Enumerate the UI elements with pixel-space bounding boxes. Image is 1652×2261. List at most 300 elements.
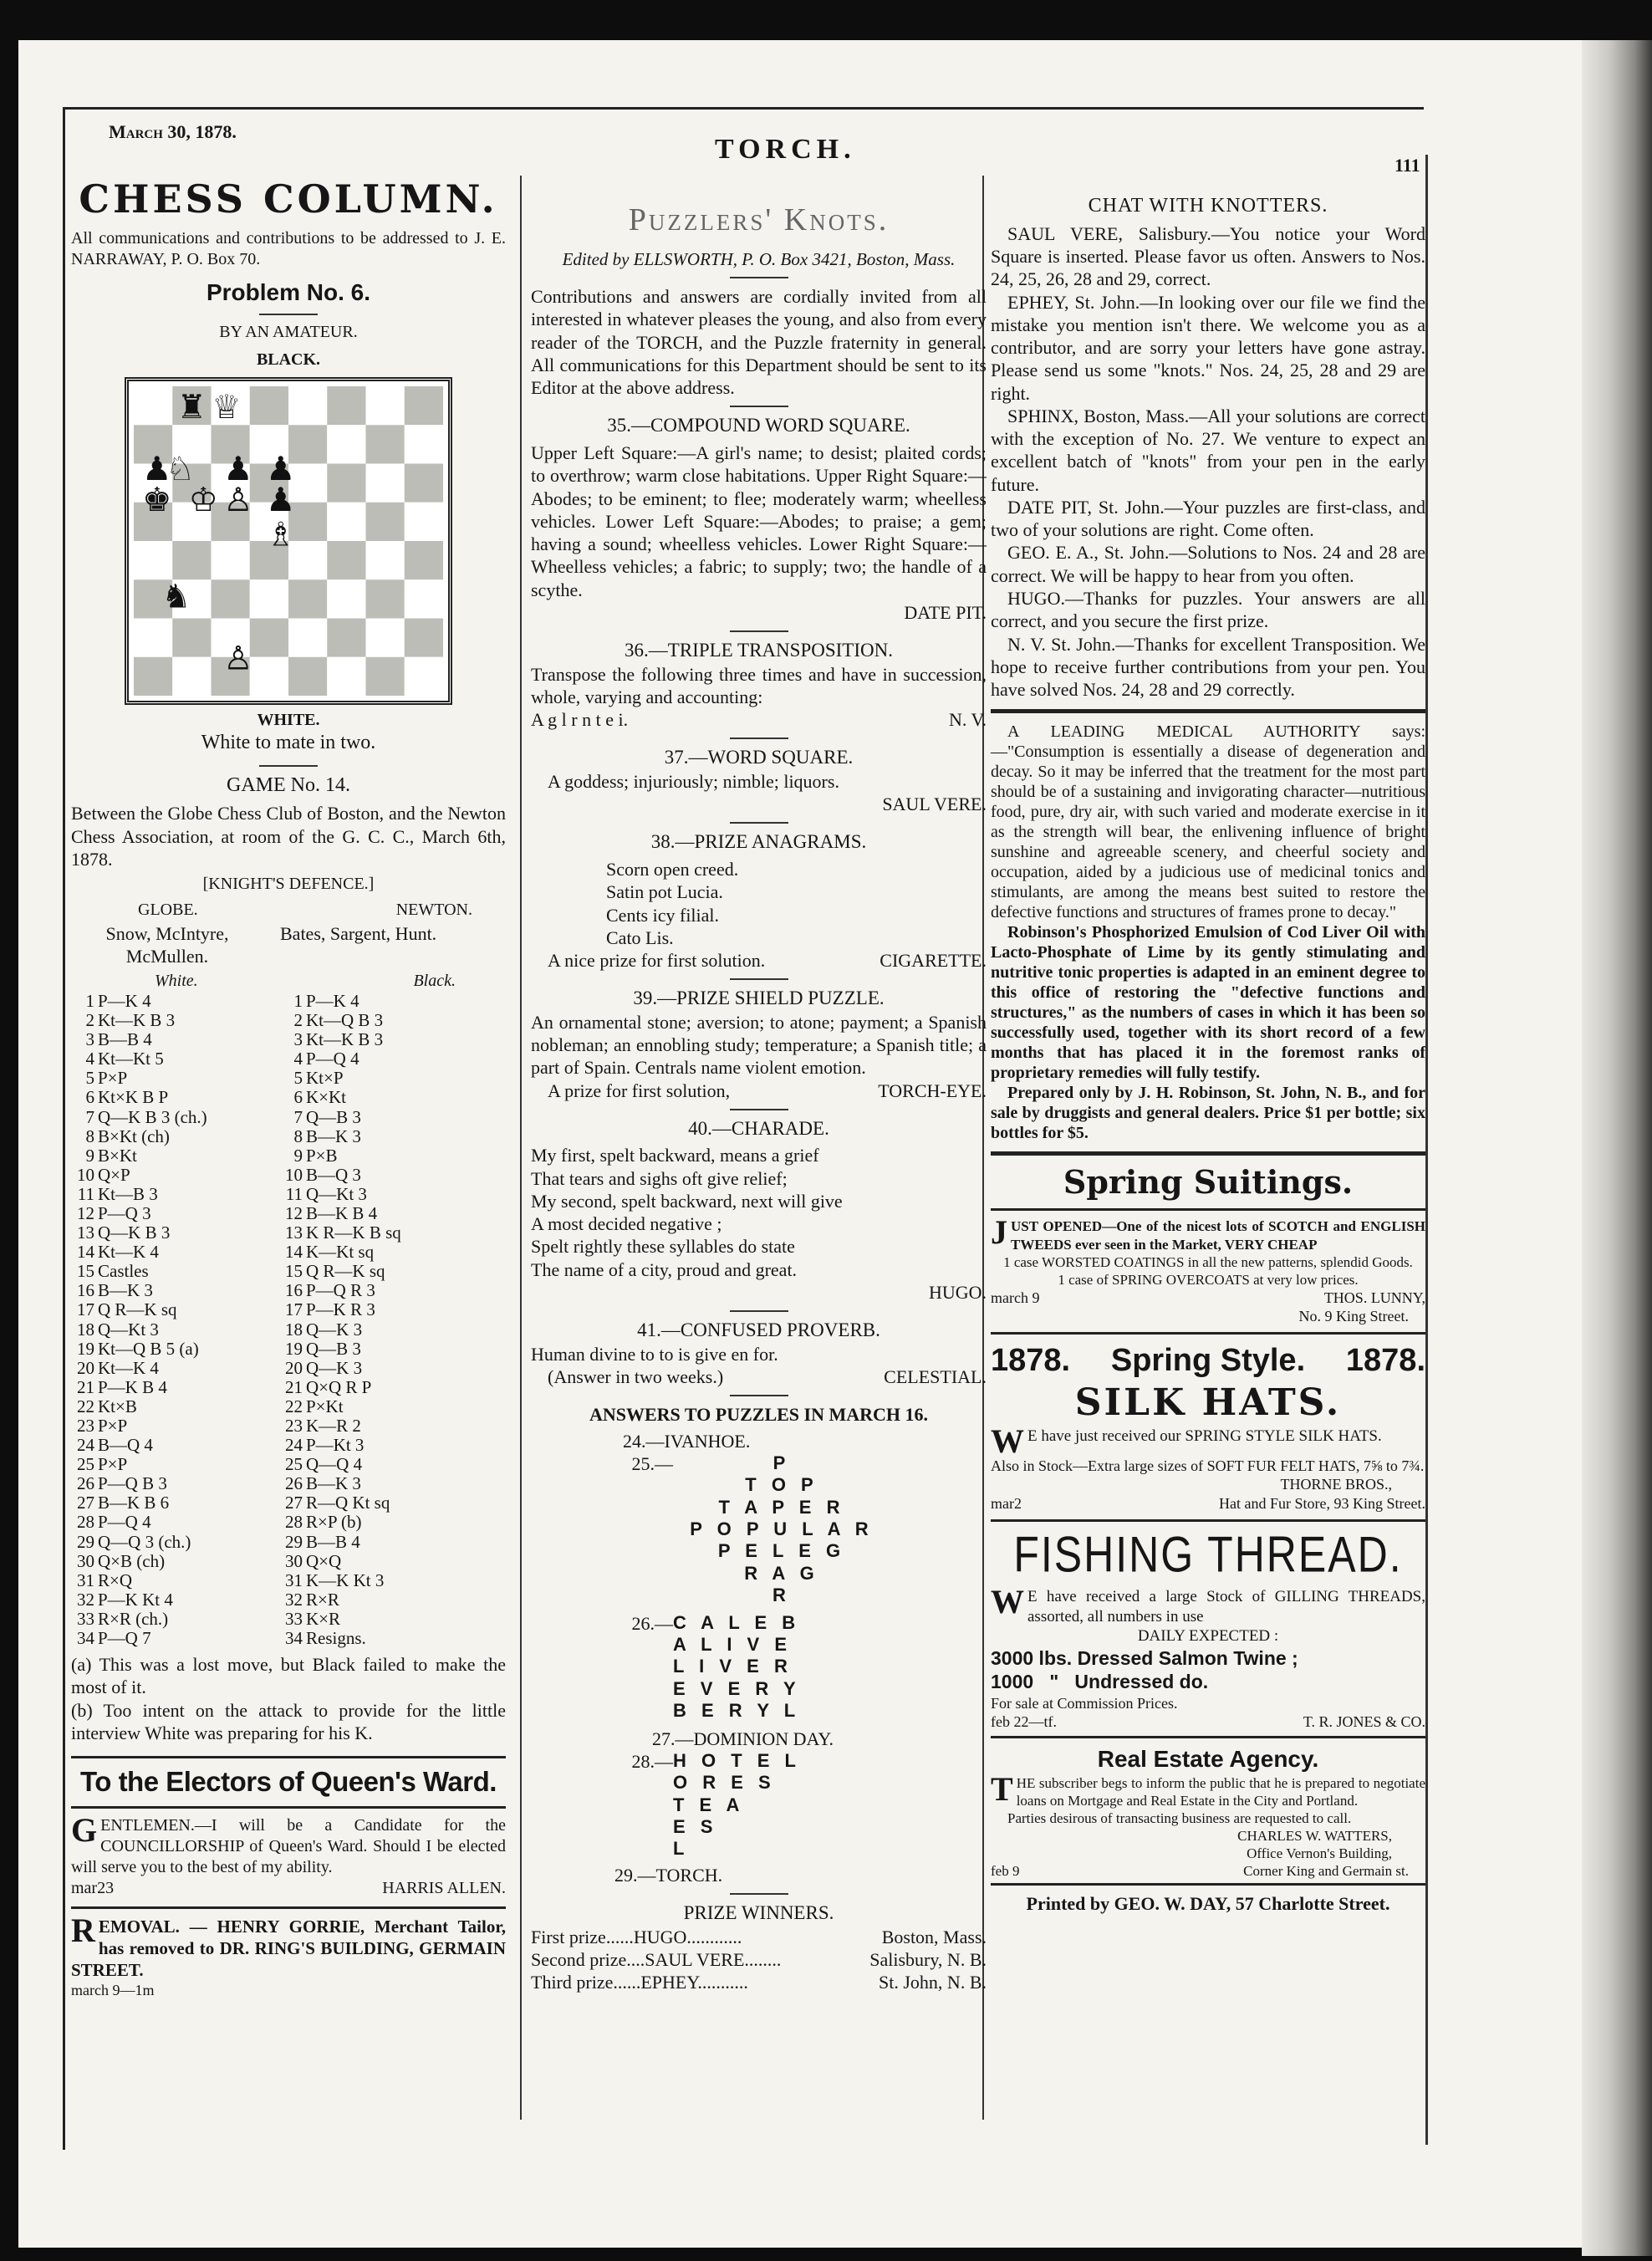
board-square — [405, 503, 443, 541]
move-row — [71, 1146, 506, 1166]
move-row — [71, 1436, 506, 1455]
board-square — [327, 386, 365, 425]
answer-line: A L I V E — [673, 1633, 793, 1655]
black-move: Q R—K sq — [306, 1261, 385, 1282]
move-row — [71, 1243, 506, 1262]
chess-piece — [177, 389, 206, 426]
editor-line: Edited by ELLSWORTH, P. O. Box 3421, Boston, Mass. — [562, 249, 956, 270]
board-square — [250, 386, 288, 425]
medical-p1: A LEADING MEDICAL AUTHORITY says:—"Consumption is essentially a disease of degeneration and decay. So it may be inferred that the treatment for the most part should be of a sustaining and invigorating character—nutritious food, pure, dry air, with such varied and moderate exercise in it as the strength will bear, the enlivening influence of bright sunshine and agreeable scenery, and cheerful society and occupation, aided by a judicious use of medicinal tonics and stimulants, are among the means best suited to restore the defective functions and structures of frames prone to decay." — [991, 722, 1425, 922]
estate-addr2: Corner King and Germain st. — [1243, 1863, 1409, 1880]
p37-sig: SAUL VERE. — [882, 794, 987, 815]
fishing-daily: DAILY EXPECTED : — [1137, 1627, 1279, 1646]
move-number: 7 — [293, 1106, 303, 1127]
electors-text: ENTLEMEN.—I will be a Candidate for the COUNCILLORSHIP of Queen's Ward. Should I be elected will serve you to the best of my ability. — [71, 1816, 506, 1876]
move-number: 29 — [285, 1531, 303, 1552]
move-number: 22 — [285, 1396, 303, 1416]
white-move: R×Q — [98, 1569, 133, 1590]
move-row — [71, 1552, 506, 1571]
hats-text: E have just received our SPRING STYLE SILK HATS. — [1027, 1427, 1382, 1446]
issue-date: March 30, 1878. — [109, 121, 237, 142]
move-number: 26 — [77, 1473, 94, 1494]
fishing-text: E have received a large Stock of GILLING THREADS, assorted, all numbers in use — [1027, 1587, 1425, 1626]
chat-para: GEO. E. A., St. John.—Solutions to Nos. 24 and 28 are correct. We will be happy to hear from you often. — [991, 542, 1425, 586]
white-move: B—K B 6 — [98, 1493, 170, 1513]
drop-initial: R — [71, 1911, 95, 1950]
answer-line: O R E S — [673, 1772, 776, 1794]
move-row — [71, 1300, 506, 1319]
answer-line: C A L E B — [673, 1611, 801, 1633]
hats-line2: Also in Stock—Extra large sizes of SOFT FUR FELT HATS, 7⅝ to 7¾. — [991, 1457, 1425, 1475]
move-row — [71, 1513, 506, 1532]
move-number: 3 — [85, 1029, 94, 1050]
move-number: 8 — [85, 1125, 94, 1146]
rule — [991, 1151, 1425, 1156]
move-row — [71, 1416, 506, 1436]
board-square — [405, 463, 443, 502]
globe-players: Snow, McIntyre, McMullen. — [105, 922, 229, 967]
p41-sig: CELESTIAL. — [884, 1366, 987, 1388]
removal-text: EMOVAL. — HENRY GORRIE, Merchant Tailor, has removed to DR. RING'S BUILDING, GERMAIN STREET. — [71, 1916, 506, 1981]
black-move: B—K 3 — [306, 1125, 361, 1146]
move-number: 16 — [285, 1280, 303, 1301]
move-number: 23 — [77, 1416, 94, 1437]
drop-initial: G — [71, 1811, 98, 1850]
move-number: 11 — [77, 1183, 94, 1204]
white-move: P—Q 7 — [98, 1628, 151, 1649]
note-a: (a) This was a lost move, but Black failed to make the most of it. — [71, 1654, 506, 1698]
printer-line: Printed by GEO. W. DAY, 57 Charlotte Street. — [1026, 1893, 1390, 1915]
move-number: 22 — [77, 1396, 94, 1416]
board-square — [366, 425, 405, 463]
p36-sig: N. V. — [948, 709, 987, 731]
move-number: 5 — [85, 1068, 94, 1089]
hats-date: mar2 — [991, 1494, 1022, 1512]
white-move: B—K 3 — [98, 1280, 153, 1301]
chess-title: CHESS COLUMN. — [79, 176, 498, 222]
black-move: K R—K B sq — [306, 1222, 401, 1243]
p35-sig: DATE PIT. — [904, 601, 987, 623]
move-number: 34 — [77, 1628, 94, 1649]
board-square — [405, 541, 443, 579]
answer-27: 27.—DOMINION DAY. — [652, 1728, 834, 1749]
hats-addr: Hat and Fur Store, 93 King Street. — [1219, 1494, 1425, 1512]
fishing-sale: For sale at Commission Prices. — [991, 1694, 1178, 1712]
chat-title: CHAT WITH KNOTTERS. — [1088, 195, 1328, 217]
white-move: P×P — [98, 1454, 128, 1475]
winner-row — [531, 1971, 987, 1993]
black-move: K—Kt sq — [306, 1242, 375, 1263]
board-square — [327, 541, 365, 579]
board-square — [134, 386, 172, 425]
black-move: B—Q 3 — [306, 1164, 361, 1185]
move-number: 20 — [77, 1357, 94, 1378]
mate-line: White to mate in two. — [201, 731, 376, 753]
spring-line2: 1 case WORSTED COATINGS in all the new patterns, splendid Goods. — [1003, 1253, 1413, 1270]
black-move: Q—K 3 — [306, 1357, 363, 1378]
move-number: 24 — [77, 1435, 94, 1456]
chat-para: SAUL VERE, Salisbury.—You notice your Word Square is inserted. Please favor us often. Answers to Nos. 24, 25, 26, 28 and 29, correct. — [991, 222, 1425, 290]
move-number: 34 — [285, 1628, 303, 1649]
move-row — [71, 1533, 506, 1552]
drop-initial: W — [991, 1582, 1024, 1620]
board-square — [405, 579, 443, 618]
move-row — [71, 1011, 506, 1030]
board-square — [366, 618, 405, 656]
move-number: 11 — [285, 1183, 303, 1204]
spring-text: UST OPENED—One of the nicest lots of SCOTCH and ENGLISH TWEEDS ever seen in the Market, VERY CHEAP — [1011, 1218, 1425, 1253]
rule — [730, 1310, 788, 1312]
removal-date: march 9—1m — [71, 1982, 155, 1999]
move-number: 13 — [285, 1222, 303, 1243]
white-move: P—Q 4 — [98, 1512, 151, 1533]
rule — [730, 738, 788, 739]
move-number: 14 — [77, 1242, 94, 1263]
electors-head: To the Electors of Queen's Ward. — [80, 1766, 497, 1798]
p36-text: Transpose the following three times and have in succession, whole, varying and accounting: — [531, 663, 987, 707]
p39-text: An ornamental stone; aversion; to atone; payment; a Spanish nobleman; an ennobling study; temperature; a Spanish title; a part of Spain. Centrals name violent emotion. — [531, 1011, 987, 1079]
p36-word: A g l r n t e i. — [531, 709, 629, 731]
black-move: P—Q R 3 — [306, 1280, 375, 1301]
white-move: Kt—K 4 — [98, 1357, 159, 1378]
chat-para: SPHINX, Boston, Mass.—All your solutions are correct with the exception of No. 27. We venture to expect an excellent batch of "knots" from your pen in the early future. — [991, 405, 1425, 495]
board-square — [134, 541, 172, 579]
move-number: 2 — [85, 1010, 94, 1031]
rule — [730, 1893, 788, 1895]
moves-table — [71, 992, 506, 1648]
black-move: K×R — [306, 1608, 341, 1629]
black-move: P×B — [306, 1145, 338, 1166]
move-row — [71, 1088, 506, 1107]
black-move: Q×Q R P — [306, 1376, 372, 1397]
black-move: B—K B 4 — [306, 1202, 378, 1223]
move-row — [71, 1030, 506, 1049]
move-number: 5 — [293, 1068, 303, 1089]
white-move: Q×B (ch) — [98, 1550, 166, 1571]
move-number: 6 — [85, 1087, 94, 1108]
hats-name: THORNE BROS., — [1280, 1476, 1392, 1493]
answer-line: H O T E L — [673, 1749, 801, 1771]
p38-sig: CIGARETTE. — [880, 950, 987, 972]
charade-line: That tears and sighs oft give relief; — [531, 1167, 788, 1189]
answer-26-num: 26.— — [631, 1612, 673, 1634]
white-move: P—Q B 3 — [98, 1473, 167, 1494]
answer-28-num: 28.— — [631, 1750, 673, 1772]
fishing-date: feb 22—tf. — [991, 1712, 1057, 1730]
move-row — [71, 1127, 506, 1146]
answer-line: R A G — [744, 1562, 819, 1584]
winners-title: PRIZE WINNERS. — [683, 1902, 834, 1924]
move-number: 8 — [293, 1125, 303, 1146]
white-move: Q×P — [98, 1164, 130, 1185]
move-number: 25 — [285, 1454, 303, 1475]
move-number: 12 — [285, 1202, 303, 1223]
chess-note: All communications and contributions to be addressed to J. E. NARRAWAY, P. O. Box 70. — [71, 229, 506, 268]
chat-para: N. V. St. John.—Thanks for excellent Transposition. We hope to receive further contributions from your pen. You have solved Nos. 24, 28 and 29 correctly. — [991, 633, 1425, 701]
black-move: Q×Q — [306, 1550, 342, 1571]
black-move: B—B 4 — [306, 1531, 360, 1552]
answer-line: L — [673, 1838, 690, 1860]
black-move: Kt×P — [306, 1068, 344, 1089]
answer-line: P O P U L A R — [690, 1518, 874, 1540]
p39-sig: TORCH-EYE. — [878, 1079, 987, 1101]
move-number: 10 — [77, 1164, 94, 1185]
white-move: R×R (ch.) — [98, 1608, 169, 1629]
white-move: B—B 4 — [98, 1029, 152, 1050]
board-square — [327, 503, 365, 541]
medical-p2: Robinson's Phosphorized Emulsion of Cod Liver Oil with Lacto-Phosphate of Lime by its gently stimulating and nutritive tonic properties is adapted in an eminent degree to this office of restoring the "defective functions and structures," as the numbers of cases in which it has been so successfully used, together with its short record of a few months that has placed it in the foremost ranks of proprietary remedies will fully testify. — [991, 923, 1425, 1083]
move-number: 23 — [285, 1416, 303, 1437]
charade-line: My second, spelt backward, next will give — [531, 1190, 843, 1212]
board-square — [366, 579, 405, 618]
hats-year-left: 1878. — [991, 1343, 1071, 1379]
black-move: Q—Q 4 — [306, 1454, 363, 1475]
move-number: 1 — [293, 990, 303, 1011]
p41-note: (Answer in two weeks.) — [548, 1366, 724, 1388]
hats-head: SILK HATS. — [1074, 1381, 1342, 1425]
black-move: Q—B 3 — [306, 1106, 361, 1127]
anagram-line: Cato Lis. — [606, 926, 674, 948]
white-move: Q R—K sq — [98, 1299, 177, 1320]
rule — [259, 765, 318, 767]
answer-25-num: 25.— — [631, 1452, 673, 1474]
newton-label: NEWTON. — [395, 900, 472, 919]
board-square — [327, 579, 365, 618]
black-move: K×Kt — [306, 1087, 347, 1108]
move-row — [71, 1166, 506, 1185]
board-square — [250, 579, 288, 618]
board-square — [405, 386, 443, 425]
board-square — [288, 657, 327, 696]
white-move: P—Q 3 — [98, 1202, 151, 1223]
p41-title: 41.—CONFUSED PROVERB. — [637, 1319, 880, 1341]
answer-line: R — [772, 1585, 791, 1606]
black-move: Q—K 3 — [306, 1319, 363, 1340]
puzzle-column — [531, 176, 987, 1993]
board-square — [134, 618, 172, 656]
white-move: Kt—Q B 5 (a) — [98, 1338, 199, 1359]
move-number: 28 — [77, 1512, 94, 1533]
drop-initial: W — [991, 1422, 1024, 1461]
p37-text: A goddess; injuriously; nimble; liquors. — [548, 770, 839, 792]
move-row — [71, 1474, 506, 1493]
move-number: 31 — [77, 1569, 94, 1590]
board-square — [327, 425, 365, 463]
move-number: 4 — [85, 1049, 94, 1069]
fishing-l1: 3000 lbs. Dressed Salmon Twine ; — [991, 1646, 1298, 1669]
p40-sig: HUGO. — [928, 1282, 987, 1303]
black-move: P—K 4 — [306, 990, 359, 1011]
move-number: 31 — [285, 1569, 303, 1590]
board-square — [288, 579, 327, 618]
p35-title: 35.—COMPOUND WORD SQUARE. — [607, 415, 910, 436]
winner-row — [531, 1948, 987, 1971]
p38-title: 38.—PRIZE ANAGRAMS. — [650, 831, 867, 853]
board-square — [212, 579, 250, 618]
puzzlers-title: Puzzlers' Knots. — [628, 202, 890, 237]
board-square — [250, 618, 288, 656]
page-number: 111 — [1395, 155, 1420, 176]
move-number: 33 — [285, 1608, 303, 1629]
anagram-line: Cents icy filial. — [606, 904, 720, 926]
game-title: GAME No. 14. — [227, 774, 350, 797]
rule — [730, 406, 788, 407]
move-row — [71, 1223, 506, 1243]
white-move: P—K Kt 4 — [98, 1589, 173, 1610]
chess-piece — [223, 640, 252, 677]
black-move: K—R 2 — [306, 1416, 361, 1437]
move-number: 6 — [293, 1087, 303, 1108]
board-square — [288, 618, 327, 656]
chat-para: EPHEY, St. John.—In looking over our file we find the mistake you mention isn't there. We welcome you as a contributor, and are sorry your letters have gone astray. Please send us some "knots." Nos. 24, 25, 28 and 29 are right. — [991, 291, 1425, 404]
note-b: (b) Too intent on the attack to provide for the little interview White was preparing for his K. — [71, 1699, 506, 1743]
rule — [991, 1208, 1425, 1211]
board-square — [250, 657, 288, 696]
move-number: 12 — [77, 1202, 94, 1223]
charade-line: A most decided negative ; — [531, 1213, 722, 1235]
winner-place: First prize......HUGO............ — [531, 1926, 742, 1947]
move-number: 24 — [285, 1435, 303, 1456]
move-row — [71, 1397, 506, 1416]
rule — [71, 1756, 506, 1758]
white-move: Kt—K B 3 — [98, 1010, 176, 1031]
spring-head: Spring Suitings. — [1063, 1163, 1354, 1202]
move-number: 27 — [285, 1493, 303, 1513]
fishing-head: FISHING THREAD. — [1013, 1526, 1403, 1583]
white-move: Kt×K B P — [98, 1087, 169, 1108]
board-square — [327, 618, 365, 656]
charade-line: Spelt rightly these syllables do state — [531, 1236, 795, 1258]
move-row — [71, 1340, 506, 1359]
move-number: 26 — [285, 1473, 303, 1494]
board-square — [327, 463, 365, 502]
move-row — [71, 1262, 506, 1281]
fishing-l2: 1000 " Undressed do. — [991, 1671, 1209, 1693]
rule — [991, 1519, 1425, 1522]
hats-style: Spring Style. — [1110, 1343, 1306, 1379]
move-number: 32 — [285, 1589, 303, 1610]
chess-piece — [189, 482, 218, 519]
board-square — [172, 657, 211, 696]
board-square — [366, 386, 405, 425]
move-row — [71, 992, 506, 1011]
answer-line: L I V E R — [673, 1656, 793, 1677]
white-move: P—K B 4 — [98, 1376, 167, 1397]
white-move: Q—Q 3 (ch.) — [98, 1531, 191, 1552]
white-move: Q—K B 3 — [98, 1222, 171, 1243]
chess-piece — [223, 482, 252, 519]
globe-label: GLOBE. — [138, 900, 198, 919]
problem-title: Problem No. 6. — [206, 278, 371, 305]
move-row — [71, 1185, 506, 1204]
rule — [259, 314, 318, 315]
anagram-line: Satin pot Lucia. — [606, 881, 723, 903]
move-number: 32 — [77, 1589, 94, 1610]
white-move: Kt×B — [98, 1396, 137, 1416]
chess-piece — [212, 389, 241, 426]
move-number: 15 — [77, 1261, 94, 1282]
column-divider — [520, 176, 522, 2120]
board-square — [134, 657, 172, 696]
rule — [991, 1883, 1425, 1886]
rule — [71, 1806, 506, 1809]
move-number: 30 — [285, 1550, 303, 1571]
move-number: 29 — [77, 1531, 94, 1552]
spring-line3: 1 case of SPRING OVERCOATS at very low prices. — [1058, 1271, 1359, 1288]
drop-initial: T — [991, 1769, 1013, 1808]
spring-name: THOS. LUNNY, — [1323, 1289, 1425, 1306]
p37-title: 37.—WORD SQUARE. — [664, 747, 854, 768]
spring-addr: No. 9 King Street. — [1298, 1308, 1409, 1325]
winner-place: Third prize......EPHEY........... — [531, 1972, 748, 1993]
chess-column — [71, 176, 506, 2000]
move-row — [71, 1493, 506, 1513]
move-row — [71, 1571, 506, 1590]
rule — [730, 1109, 788, 1110]
move-number: 30 — [77, 1550, 94, 1571]
move-number: 1 — [85, 990, 94, 1011]
electors-date: mar23 — [71, 1878, 115, 1897]
white-move: Kt—Kt 5 — [98, 1049, 164, 1069]
winner-where: Salisbury, N. B. — [869, 1948, 987, 1970]
answers-title: ANSWERS TO PUZZLES IN MARCH 16. — [589, 1404, 929, 1426]
white-label: WHITE. — [257, 710, 320, 729]
move-row — [71, 1281, 506, 1300]
black-move: R×P (b) — [306, 1512, 362, 1533]
winner-where: Boston, Mass. — [881, 1926, 987, 1947]
chess-piece — [266, 482, 295, 519]
board-square — [405, 618, 443, 656]
white-move: B×Kt — [98, 1145, 137, 1166]
black-move: R×R — [306, 1589, 339, 1610]
board-square — [212, 541, 250, 579]
black-head: Black. — [413, 972, 456, 991]
answer-24: 24.—IVANHOE. — [623, 1430, 751, 1452]
opening-name: [KNIGHT'S DEFENCE.] — [202, 875, 375, 894]
p41-text: Human divine to to is give en for. — [531, 1343, 778, 1365]
move-number: 15 — [285, 1261, 303, 1282]
board-square — [172, 618, 211, 656]
board-square — [288, 386, 327, 425]
rule — [730, 630, 788, 632]
masthead-title: TORCH. — [715, 134, 856, 165]
hats-year-right: 1878. — [1345, 1343, 1425, 1379]
estate-date: feb 9 — [991, 1863, 1020, 1880]
black-move: Resigns. — [306, 1628, 366, 1649]
rule — [991, 1736, 1425, 1738]
column-divider — [1425, 155, 1428, 2145]
chess-piece — [266, 516, 295, 554]
move-number: 21 — [285, 1376, 303, 1397]
p40-title: 40.—CHARADE. — [688, 1117, 829, 1139]
chat-column — [991, 176, 1425, 1916]
move-row — [71, 1359, 506, 1378]
black-move: P×Kt — [306, 1396, 344, 1416]
move-number: 2 — [293, 1010, 303, 1031]
chat-para: HUGO.—Thanks for puzzles. Your answers are all correct, and you secure the first prize. — [991, 588, 1425, 632]
black-label: BLACK. — [256, 350, 321, 370]
move-row — [71, 1610, 506, 1629]
p39-title: 39.—PRIZE SHIELD PUZZLE. — [633, 988, 885, 1009]
winner-where: St. John, N. B. — [879, 1972, 987, 1993]
move-number: 19 — [285, 1338, 303, 1359]
move-number: 14 — [285, 1242, 303, 1263]
white-move: B—Q 4 — [98, 1435, 153, 1456]
move-number: 9 — [293, 1145, 303, 1166]
estate-addr1: Office Vernon's Building, — [1247, 1845, 1392, 1862]
estate-head: Real Estate Agency. — [1097, 1746, 1319, 1773]
white-move: Castles — [98, 1261, 149, 1282]
